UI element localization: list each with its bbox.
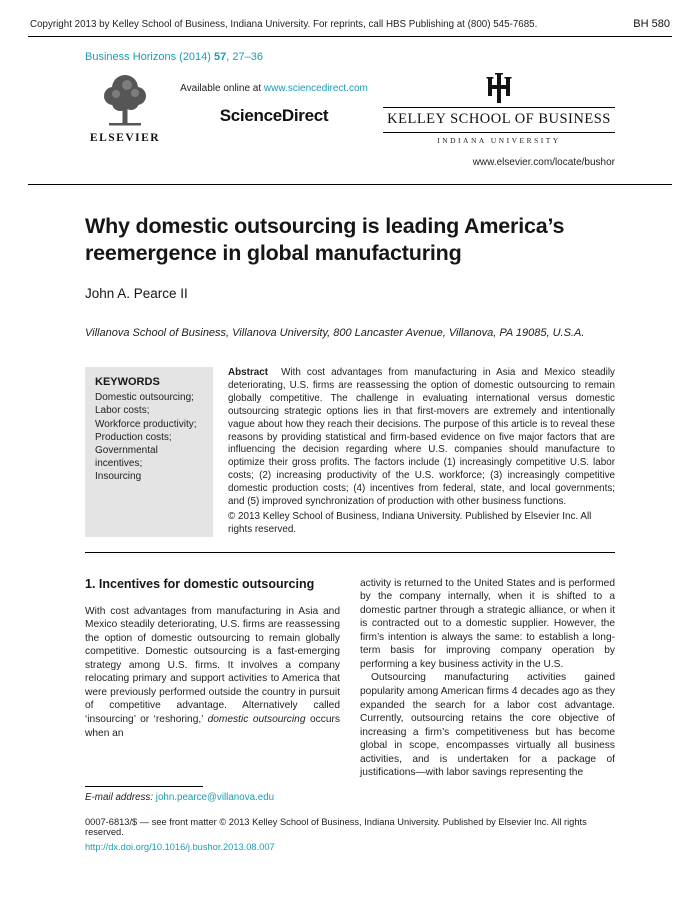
- keyword-item: Labor costs;: [95, 405, 150, 417]
- sciencedirect-url-link[interactable]: www.sciencedirect.com: [263, 83, 368, 94]
- keywords-heading: KEYWORDS: [95, 376, 160, 389]
- abstract-rights: © 2013 Kelley School of Business, Indiana University. Published by Elsevier Inc. All rights reserved.: [228, 510, 592, 535]
- body-text: With cost advantages from manufacturing in Asia and Mexico steadily deteriorating, U.S. firms are reassessing the option of domestic outsourcing to remain globally competitive. Domestic outsourcing is a fast-emerging strategy among U.S. firms. It involves a company relocating primary and support activities to America that were previously performed outside the country in pursuit of competitive advantage. Alternatively called ‘insourcing’ or ‘reshoring,’: [85, 605, 340, 726]
- citation-prefix: Business Horizons (2014): [85, 51, 215, 63]
- masthead-rule: [28, 184, 672, 185]
- author-footnote: [85, 778, 340, 803]
- available-online-label: Available online at: [180, 83, 264, 94]
- abstract-label: Abstract: [228, 367, 269, 379]
- email-label: E-mail address:: [85, 791, 156, 803]
- sciencedirect-block: [165, 71, 383, 126]
- elsevier-logo: [85, 71, 165, 144]
- front-matter-line: 0007-6813/$ — see front matter © 2013 Kelley School of Business, Indiana University. Published by Elsevier Inc. All rights reserved.: [85, 816, 587, 837]
- body-columns: [85, 577, 615, 803]
- keyword-item: Insourcing: [95, 471, 142, 483]
- body-column-left: [85, 577, 340, 803]
- abstract-block: [228, 367, 615, 536]
- footnote-rule: [85, 786, 203, 787]
- iu-trident-icon: [486, 73, 512, 103]
- email-link[interactable]: john.pearce@villanova.edu: [155, 791, 275, 803]
- keyword-item: Workforce productivity;: [95, 418, 197, 430]
- top-bar: [28, 18, 672, 36]
- body-paragraph: Outsourcing manufacturing activities gained popularity among American firms 4 decades ago as they expanded the search for a labor cost advantage. Currently, outsourcing retains the core objective of increasing a firm’s competitiveness but has become global in scope, encompasses virtually all business activities, and is undertaken for a package of justifications—with labor savings representing the: [360, 672, 615, 779]
- body-paragraph: activity is returned to the United States and is performed by the company internally, when it is shifted to a domestic partner through a strategic alliance, or when it is contracted out to a domestic supplier. However, the firm’s intention is always the same: to establish a long-term basis for improving company operation by performing a key business activity in the U.S.: [360, 577, 615, 670]
- section-heading: 1. Incentives for domestic outsourcing: [85, 576, 315, 591]
- keywords-box: [85, 367, 213, 536]
- doi-link[interactable]: http://dx.doi.org/10.1016/j.bushor.2013.08.007: [85, 841, 275, 852]
- university-name: INDIANA UNIVERSITY: [437, 136, 561, 145]
- keyword-item: Governmental incentives;: [95, 444, 158, 470]
- abstract-text: With cost advantages from manufacturing in Asia and Mexico steadily deteriorating, U.S. firms are reassessing the option of domestic outsourcing to remain globally competitive. The challenge in evaluating international versus domestic outsourcing strategic options lies in that first-movers are extremely and intentionally vague about how they reach their decisions. The purpose of this article is to reveal these reasons by providing statistical and firm-based evidence on five major factors that are influencing the decision regarding where U.S. companies should manufacture to optimize their gross profits. The factors include (1) increasingly competitive U.S. labor costs; (2) increasing productivity of the U.S. workforce; (3) increasingly competitive domestic production costs; (4) incentives from federal, state, and local governments; and (5) improved synchronization of production with other business functions.: [228, 367, 615, 507]
- body-text: occurs when an: [85, 714, 340, 739]
- copyright-line: Copyright 2013 by Kelley School of Business, Indiana University. For reprints, call HBS Publishing at (800) 545-7685.: [30, 19, 538, 30]
- school-name: KELLEY SCHOOL OF BUSINESS: [383, 107, 615, 133]
- body-column-right: [360, 577, 615, 803]
- kelley-school-block: [383, 71, 615, 168]
- doc-code: BH 580: [633, 18, 670, 30]
- body-paragraph: [85, 605, 340, 741]
- masthead: [85, 71, 615, 184]
- keyword-item: Production costs;: [95, 431, 172, 443]
- citation-volume: 57: [214, 51, 227, 63]
- header-rule: [28, 36, 672, 37]
- author-name: John A. Pearce II: [85, 286, 188, 302]
- page-footer: [85, 817, 615, 855]
- sciencedirect-wordmark: ScienceDirect: [219, 106, 329, 125]
- abstract-section: [85, 367, 615, 536]
- keyword-item: Domestic outsourcing;: [95, 392, 194, 404]
- citation-pages: , 27–36: [226, 51, 263, 63]
- elsevier-wordmark: ELSEVIER: [89, 132, 161, 144]
- author-affiliation: Villanova School of Business, Villanova University, 800 Lancaster Avenue, Villanova, PA 19085, U.S.A.: [85, 327, 585, 340]
- journal-homepage-url: www.elsevier.com/locate/bushor: [472, 157, 615, 168]
- article-title: Why domestic outsourcing is leading America’s reemergence in global manufacturing: [85, 214, 565, 266]
- abstract-divider-rule: [85, 552, 615, 553]
- body-text-italic: domestic outsourcing: [207, 714, 306, 726]
- journal-citation-link[interactable]: [85, 51, 615, 63]
- elsevier-tree-icon: [97, 71, 153, 129]
